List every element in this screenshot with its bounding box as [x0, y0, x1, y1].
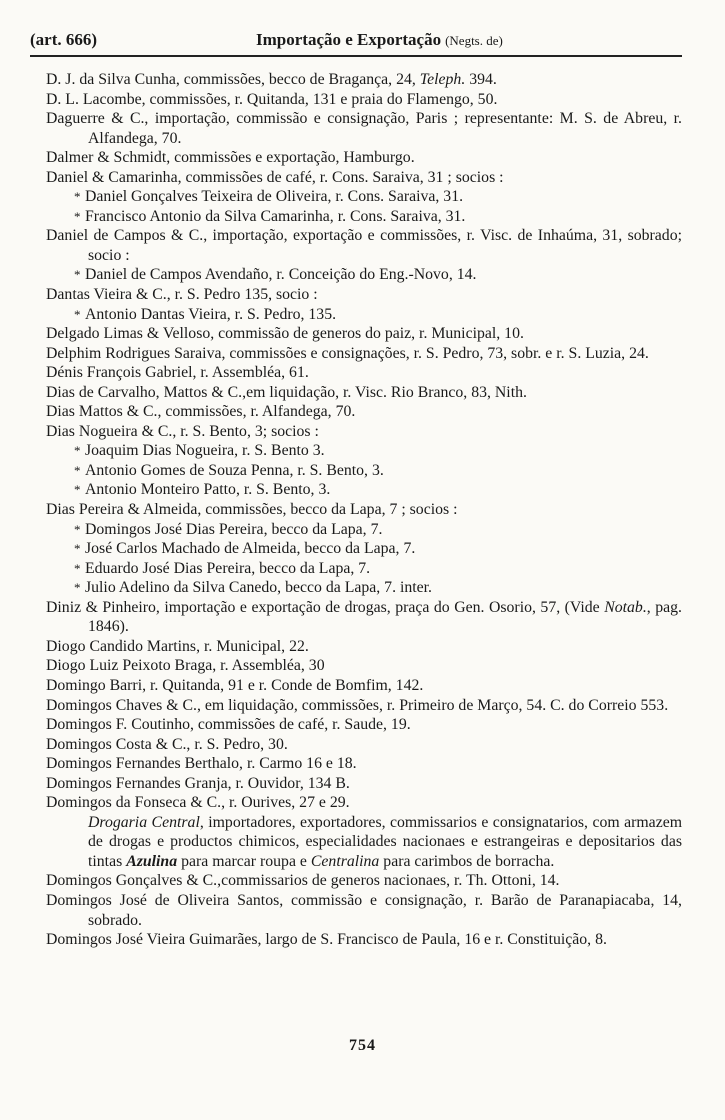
firm-entry [46, 422, 682, 442]
entry-text: Diogo Candido Martins, r. Municipal, 22. [46, 637, 309, 655]
firm-entry [46, 90, 682, 110]
entry-text: D. L. Lacombe, commissões, r. Quitanda, 131 e praia do Flamengo, 50. [46, 90, 498, 108]
entry-text: Dalmer & Schmidt, commissões e exportação, Hamburgo. [46, 149, 415, 167]
firm-entry [46, 715, 682, 735]
entry-text: Eduardo José Dias Pereira, becco da Lapa, 7. [85, 559, 371, 577]
page-number: 754 [349, 1037, 376, 1054]
entry-text: Domingos José Dias Pereira, becco da Lapa, 7. [85, 520, 383, 538]
entry-text: Domingos Costa & C., r. S. Pedro, 30. [46, 735, 288, 753]
partner-entry [46, 461, 682, 481]
entry-text: Delgado Limas & Velloso, commissão de generos do paiz, r. Municipal, 10. [46, 325, 524, 343]
firm-entry [46, 383, 682, 403]
firm-entry [46, 500, 682, 520]
entry-text: 394. [465, 71, 497, 88]
header-rule [30, 55, 682, 57]
partner-entry [46, 207, 682, 227]
entry-text: Dénis François Gabriel, r. Assembléa, 61. [46, 364, 309, 382]
partner-entry [46, 559, 682, 579]
entry-text: Domingos Fernandes Berthalo, r. Carmo 16 e 18. [46, 755, 357, 773]
entry-text: D. J. da Silva Cunha, commissões, becco de Bragança, 24, [46, 71, 420, 88]
section-subtitle: (Negts. de) [445, 33, 503, 48]
firm-entry [46, 793, 682, 813]
firm-entry [46, 754, 682, 774]
entry-text: Francisco Antonio da Silva Camarinha, r. Cons. Saraiva, 31. [85, 207, 466, 225]
entry-text: , importadores, exportadores, commissarios e consignatarios, com armazem de drogas e productos chimicos, especialidades nacionaes e estrangeiras e depositarios das tintas [88, 813, 683, 870]
entry-text: Diogo Luiz Peixoto Braga, r. Assembléa, 30 [46, 657, 325, 675]
entry-text: Dias de Carvalho, Mattos & C.,em liquidação, r. Visc. Rio Branco, 83, Nith. [46, 383, 527, 401]
entry-text: Azulina [126, 852, 178, 870]
entry-text: Antonio Monteiro Patto, r. S. Bento, 3. [85, 481, 331, 499]
entry-text: Daniel & Camarinha, commissões de café, r. Cons. Saraiva, 31 ; socios : [46, 168, 504, 186]
partner-entry [46, 441, 682, 461]
firm-entry [46, 871, 682, 891]
entry-text: Dias Pereira & Almeida, commissões, becco da Lapa, 7 ; socios : [46, 501, 458, 519]
partner-entry [46, 578, 682, 598]
partner-entry [46, 539, 682, 559]
entry-text: Dantas Vieira & C., r. S. Pedro 135, socio : [46, 286, 318, 304]
firm-entry [46, 656, 682, 676]
entry-text: Domingo Barri, r. Quitanda, 91 e r. Conde de Bomfim, 142. [46, 676, 424, 694]
firm-description [46, 813, 682, 872]
entry-text: Centralina [310, 852, 380, 870]
entry-text: Daguerre & C., importação, commissão e consignação, Paris ; representante: M. S. de Abreu, r. Alfandega, 70. [46, 110, 682, 147]
entry-text: Domingos F. Coutinho, commissões de café, r. Saude, 19. [46, 716, 411, 734]
partner-entry [46, 305, 682, 325]
entry-text: Antonio Gomes de Souza Penna, r. S. Bento, 3. [85, 461, 384, 479]
entry-text: Delphim Rodrigues Saraiva, commissões e consignações, r. S. Pedro, 73, sobr. e r. S. Luzia, 24. [46, 344, 649, 362]
entry-text: Domingos Gonçalves & C.,commissarios de generos nacionaes, r. Th. Ottoni, 14. [46, 872, 560, 890]
article-number: (art. 666) [30, 30, 98, 49]
firm-entry [46, 676, 682, 696]
entry-text: José Carlos Machado de Almeida, becco da Lapa, 7. [85, 540, 416, 558]
firm-entry [46, 70, 682, 90]
entry-text: Daniel de Campos Avendaño, r. Conceição do Eng.-Novo, 14. [85, 266, 477, 284]
firm-entry [46, 324, 682, 344]
entry-text: Daniel Gonçalves Teixeira de Oliveira, r. Cons. Saraiva, 31. [85, 188, 464, 206]
entry-text: Domingos da Fonseca & C., r. Ourives, 27 e 29. [46, 794, 350, 812]
firm-entry [46, 402, 682, 422]
firm-entry [46, 637, 682, 657]
entry-list [46, 70, 682, 950]
entry-text: , pag. 1846). [88, 598, 682, 636]
entry-text: Domingos Chaves & C., em liquidação, commissões, r. Primeiro de Março, 54. C. do Correio 553. [46, 696, 669, 714]
entry-text: Domingos José de Oliveira Santos, commissão e consignação, r. Barão de Paranapiacaba, 14, sobrado. [46, 891, 682, 929]
partner-entry [46, 520, 682, 540]
firm-entry [46, 930, 682, 950]
firm-entry [46, 109, 682, 148]
partner-entry [46, 265, 682, 285]
entry-text: Daniel de Campos & C., importação, exportação e commissões, r. Visc. de Inhaúma, 31, sobrado; socio : [46, 227, 682, 264]
firm-entry [46, 696, 682, 716]
firm-entry [46, 168, 682, 188]
entry-text: para marcar roupa e [177, 852, 311, 870]
entry-text: Julio Adelino da Silva Canedo, becco da Lapa, 7. inter. [85, 579, 433, 597]
entry-text: Dias Nogueira & C., r. S. Bento, 3; socios : [46, 422, 319, 440]
section-title: Importação e Exportação [256, 30, 442, 49]
entry-text: Joaquim Dias Nogueira, r. S. Bento 3. [85, 442, 325, 460]
firm-entry [46, 891, 682, 930]
entry-text: Dias Mattos & C., commissões, r. Alfandega, 70. [46, 403, 356, 421]
entry-text: Teleph. [419, 71, 466, 88]
firm-entry [46, 285, 682, 305]
firm-entry [46, 148, 682, 168]
partner-entry [46, 480, 682, 500]
entry-text: Domingos Fernandes Granja, r. Ouvidor, 134 B. [46, 774, 350, 792]
firm-entry [46, 226, 682, 265]
firm-entry [46, 598, 682, 637]
entry-text: Antonio Dantas Vieira, r. S. Pedro, 135. [85, 305, 337, 323]
firm-entry [46, 774, 682, 794]
entry-text: Drogaria Central [88, 813, 200, 831]
firm-entry [46, 363, 682, 383]
partner-entry [46, 187, 682, 207]
firm-entry [46, 344, 682, 364]
entry-text: Domingos José Vieira Guimarães, largo de S. Francisco de Paula, 16 e r. Constituição, 8. [46, 931, 607, 949]
entry-text: Diniz & Pinheiro, importação e exportação de drogas, praça do Gen. Osorio, 57, (Vide [46, 598, 605, 616]
firm-entry [46, 735, 682, 755]
entry-text: Notab. [604, 598, 647, 616]
entry-text: para carimbos de borracha. [379, 852, 555, 870]
